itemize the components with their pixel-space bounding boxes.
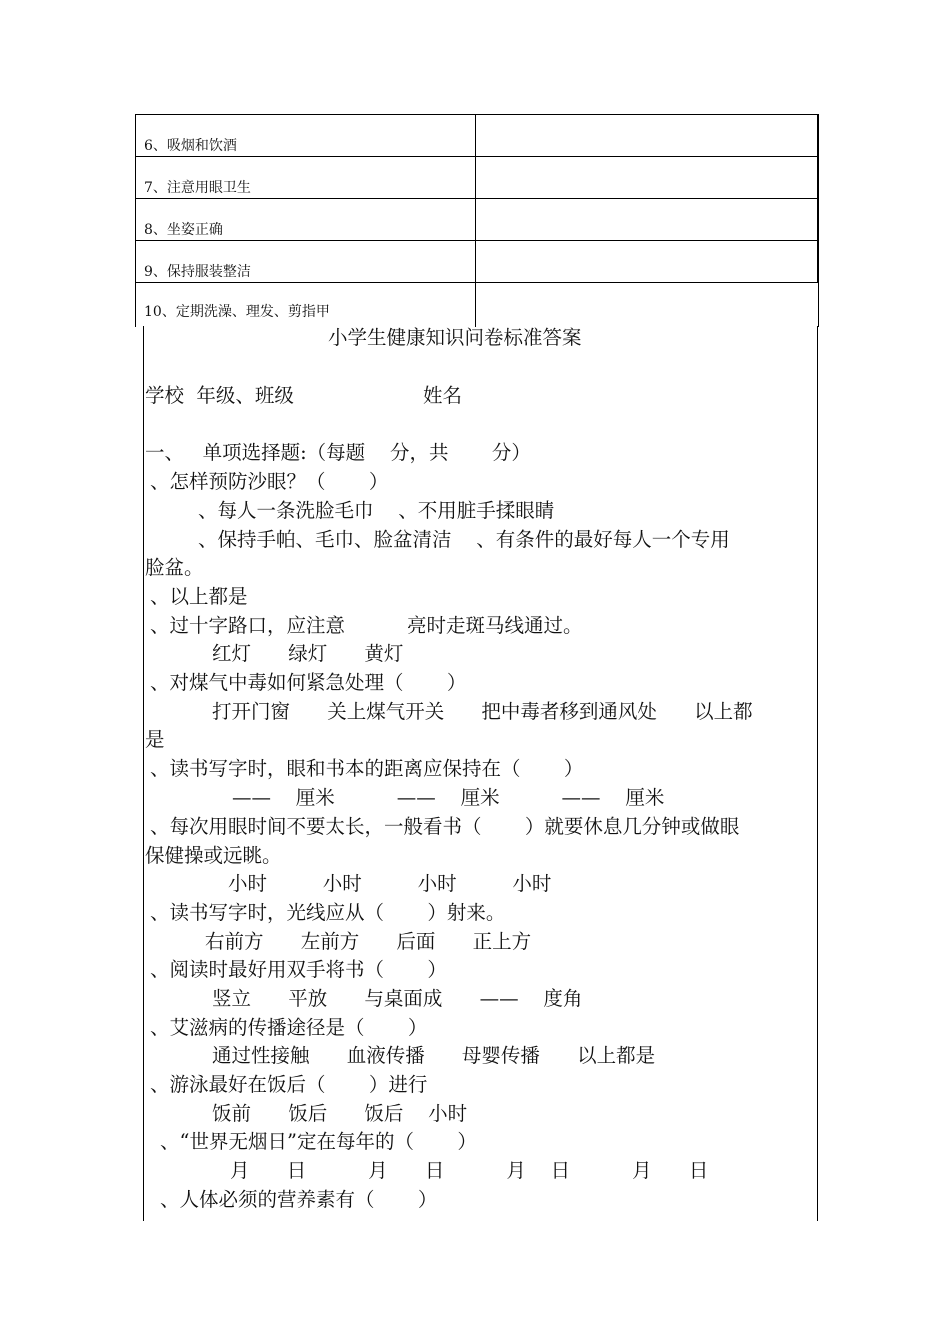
table-cell-answer bbox=[476, 157, 819, 198]
option-line: 、每人一条洗脸毛巾 、不用脏手揉眼睛 bbox=[198, 499, 555, 522]
option-line: 竖立 平放 与桌面成 —— 度角 bbox=[212, 987, 583, 1010]
question-line: 、游泳最好在饭后（ ）进行 bbox=[150, 1073, 428, 1096]
question-line: 、“世界无烟日”定在每年的（ ） bbox=[160, 1130, 477, 1153]
question-line: 、艾滋病的传播途径是（ ） bbox=[150, 1016, 428, 1039]
table-cell-answer bbox=[476, 283, 819, 327]
health-habits-table bbox=[135, 114, 819, 327]
question-line: 、怎样预防沙眼？（ ） bbox=[150, 470, 389, 493]
header-school-class: 学校 年级、班级 bbox=[145, 384, 294, 407]
table-cell-answer bbox=[476, 199, 819, 240]
question-line: 、对煤气中毒如何紧急处理（ ） bbox=[150, 671, 467, 694]
question-line: 、读书写字时，眼和书本的距离应保持在（ ） bbox=[150, 757, 584, 780]
question-line: 保健操或远眺。 bbox=[145, 844, 282, 867]
option-line: 红灯 绿灯 黄灯 bbox=[212, 642, 404, 665]
option-line: 通过性接触 血液传播 母婴传播 以上都是 bbox=[212, 1044, 656, 1067]
table-cell-item: 9、保持服装整洁 bbox=[136, 241, 476, 282]
table-cell-item: 7、注意用眼卫生 bbox=[136, 157, 476, 198]
table-row bbox=[136, 115, 819, 157]
question-line: 、人体必须的营养素有（ ） bbox=[160, 1188, 438, 1211]
table-cell-answer bbox=[476, 241, 819, 282]
option-line: 饭前 饭后 饭后 小时 bbox=[212, 1102, 468, 1125]
option-line: 右前方 左前方 后面 正上方 bbox=[205, 930, 532, 953]
question-line: 、读书写字时，光线应从（ ）射来。 bbox=[150, 901, 506, 924]
option-line: —— 厘米 —— 厘米 —— 厘米 bbox=[232, 786, 665, 809]
answer-box-left-border bbox=[143, 326, 144, 1221]
option-line: 、保持手帕、毛巾、脸盆清洁 、有条件的最好每人一个专用 bbox=[198, 528, 730, 551]
option-line: 、以上都是 bbox=[150, 585, 248, 608]
option-line: 打开门窗 关上煤气开关 把中毒者移到通风处 以上都 bbox=[212, 700, 753, 723]
table-row bbox=[136, 283, 819, 327]
table-cell-item: 6、吸烟和饮酒 bbox=[136, 115, 476, 156]
section-heading: 一、 单项选择题:（每题 分，共 分） bbox=[145, 441, 531, 464]
table-cell-answer bbox=[476, 115, 819, 156]
option-line: 脸盆。 bbox=[145, 556, 204, 579]
option-line: 小时 小时 小时 小时 bbox=[228, 872, 552, 895]
table-cell-item: 10、定期洗澡、理发、剪指甲 bbox=[136, 283, 476, 327]
option-line: 是 bbox=[145, 728, 165, 751]
table-row bbox=[136, 199, 819, 241]
document-title: 小学生健康知识问卷标准答案 bbox=[328, 326, 582, 349]
table-cell-item: 8、坐姿正确 bbox=[136, 199, 476, 240]
table-row bbox=[136, 241, 819, 283]
table-row bbox=[136, 157, 819, 199]
question-line: 、每次用眼时间不要太长，一般看书（ ）就要休息几分钟或做眼 bbox=[150, 815, 740, 838]
option-line: 月 日 月 日 月 日 月 日 bbox=[230, 1159, 709, 1182]
answer-box-right-border bbox=[817, 326, 818, 1221]
question-line: 、过十字路口，应注意 亮时走斑马线通过。 bbox=[150, 614, 583, 637]
question-line: 、阅读时最好用双手将书（ ） bbox=[150, 958, 447, 981]
header-name: 姓名 bbox=[423, 384, 463, 407]
